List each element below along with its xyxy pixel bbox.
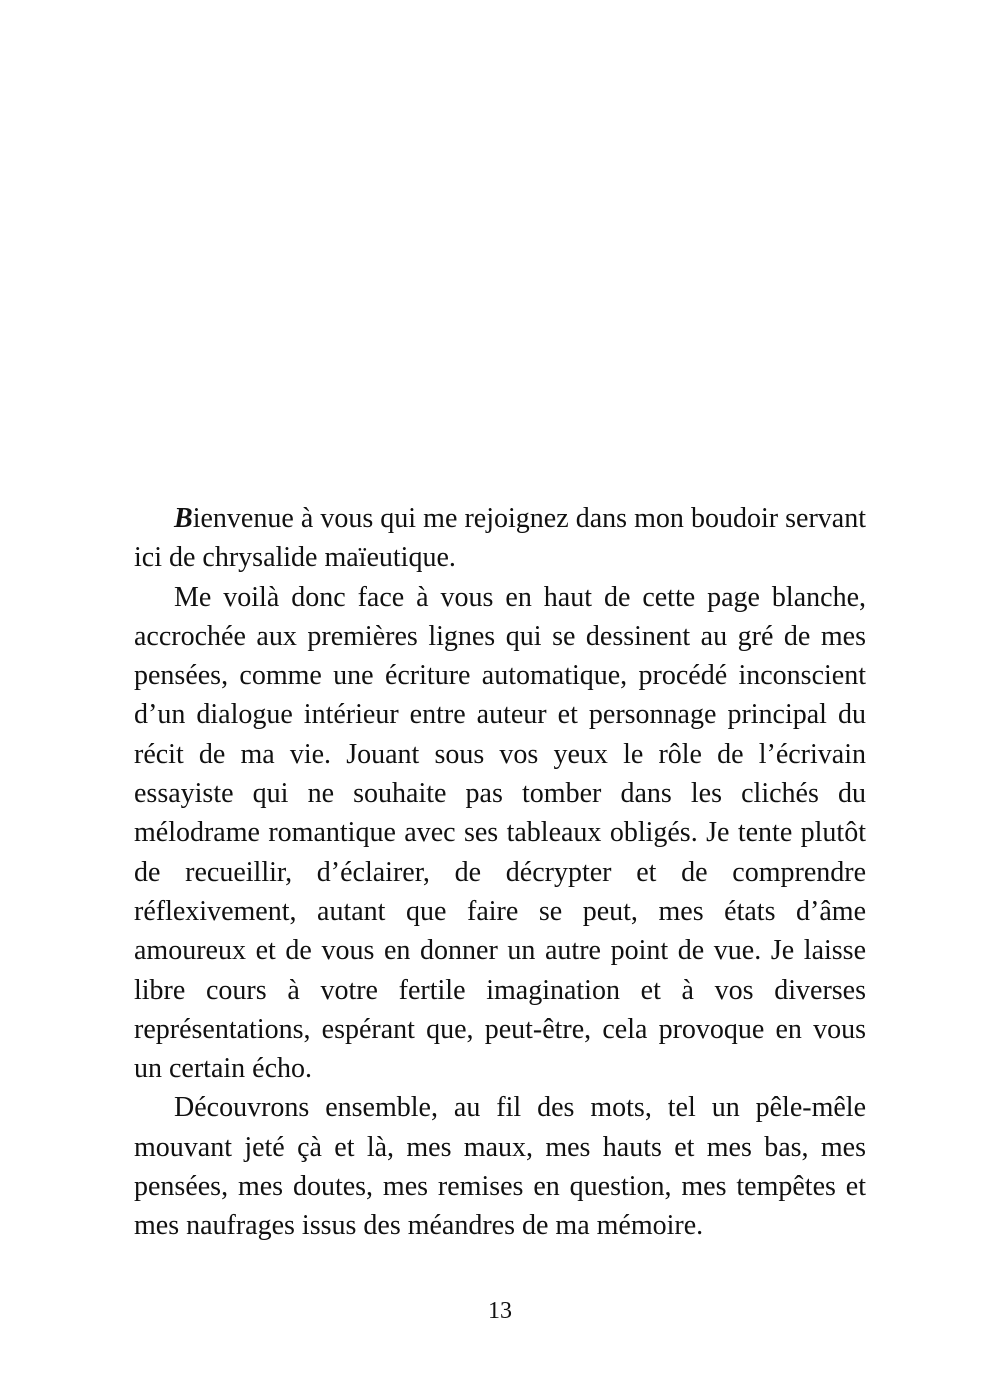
- paragraph-3-text: Découvrons ensemble, au fil des mots, tel un pêle-mêle mouvant jeté çà et là, mes maux, mes hauts et mes bas, mes pensées, mes doutes, mes remises en question, mes tempêtes et mes naufrages issus des méandres de ma mémoire.: [134, 1092, 866, 1242]
- lead-letter: B: [174, 503, 193, 534]
- body-text: [134, 499, 866, 1246]
- paragraph-2-text: Me voilà donc face à vous en haut de cette page blanche, accrochée aux premières lignes qui se dessinent au gré de mes pensées, comme une écriture automatique, procédé inconscient d’un dialogue intérieur entre auteur et personnage principal du récit de ma vie. Jouant sous vos yeux le rôle de l’écrivain essayiste qui ne souhaite pas tomber dans les clichés du mélodrame romantique avec ses tableaux obligés. Je tente plutôt de recueillir, d’éclairer, de décrypter et de comprendre réflexivement, autant que faire se peut, mes états d’âme amoureux et de vous en donner un autre point de vue. Je laisse libre cours à votre fertile imagination et à vos diverses représentations, espérant que, peut-être, cela provoque en vous un certain écho.: [134, 581, 866, 1085]
- paragraph-3: [134, 1088, 866, 1245]
- page-number: 13: [488, 1298, 512, 1324]
- paragraph-2: [134, 578, 866, 1089]
- paragraph-1: [134, 499, 866, 578]
- paragraph-1-text: ienvenue à vous qui me rejoignez dans mon boudoir servant ici de chrysalide maïeutique.: [134, 503, 866, 574]
